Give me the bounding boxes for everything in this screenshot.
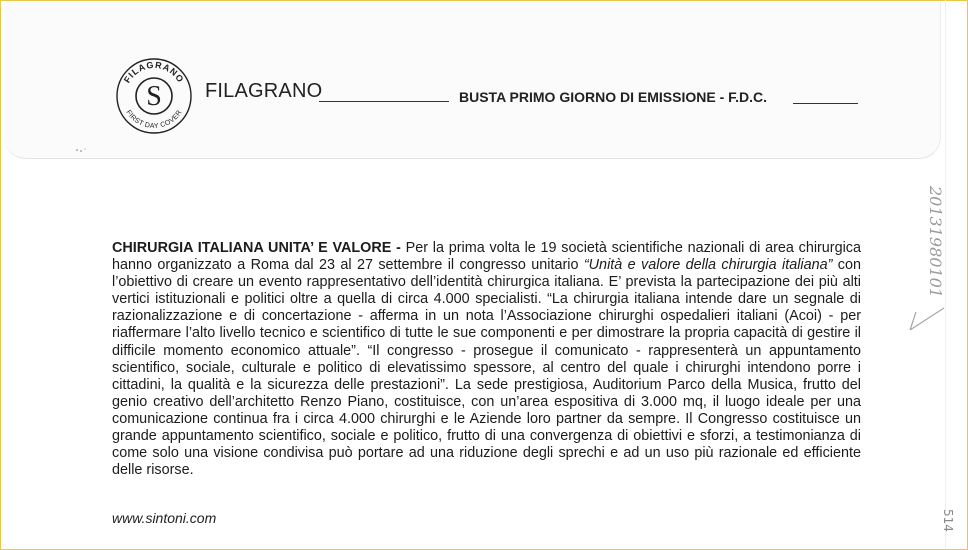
website-link[interactable]: www.sintoni.com [112,510,217,526]
logo-ring-text: FILAGRANO [121,59,187,85]
pencil-dots [74,146,90,154]
pencil-note-text: 20131980101 [926,186,945,298]
article-text-part1: Per la prima volta le 19 società scientifiche nazionali di area chirurgica hanno organizzato a Roma dal 23 al 27 settembre il congresso unitario [112,240,862,274]
handwritten-pencil-note [900,180,950,350]
logo-letter: S [146,81,162,112]
filagrano-logo [114,56,194,136]
article-text-part2: con l’obiettivo di creare un evento rappresentativo dell’identità chirurgica italiana. E’ prevista la partecipazione dei più alti vertici istituzionali e politici oltre a quella di circa 4.000 specialisti. “La chirurgia italiana intende dare un segnale di razionalizzazione e di concertazione - afferma in un nota l’Associazione chirurghi ospedalieri italiani (Acoi) - per riaffermare l’alto livello tecnico e scientifico di tutte le sue componenti e per dimostrare la propria capacità di gestire il difficile momento economico attuale”. “Il congresso - prosegue il comunicato - rappresenterà un appuntamento scientifico, sociale, culturale e politico di elevatissimo spessore, al centro del quale i chirurghi intendono porre i cittadini, la qualità e la sicurezza delle prestazioni”. La sede prestigiosa, Auditorium Parco della Musica, frutto del genio creativo dell’architetto Renzo Piano, costituisce, con un’area espositiva di 3.000 mq, il luogo ideale per una comunicazione continua fra i circa 4.000 chirurghi e le Aziende loro partner da sempre. Il Congresso costituisce un grande appuntamento scientifico, sociale e politico, frutto di una convergenza di obiettivi e sforzi, a testimonianza di come solo una visione condivisa può portare ad una riduzione degli sprechi e ad un uso più razionale ed efficiente delle risorse. [112,257,861,479]
article-text-italic: “Unità e valore della chirurgia italiana” [583,257,833,274]
fdc-blank-line [793,103,858,104]
corner-note-text: 514 [941,509,955,532]
logo-bottom-text: FIRST DAY COVER [124,109,184,131]
brand-name: FILAGRANO [205,80,323,102]
fdc-label: BUSTA PRIMO GIORNO DI EMISSIONE - F.D.C. [459,89,768,105]
handwritten-corner-note [938,505,962,545]
article-body [112,240,861,479]
article-title: CHIRURGIA ITALIANA UNITA’ E VALORE - [112,240,401,256]
brand-blank-line [319,101,449,102]
